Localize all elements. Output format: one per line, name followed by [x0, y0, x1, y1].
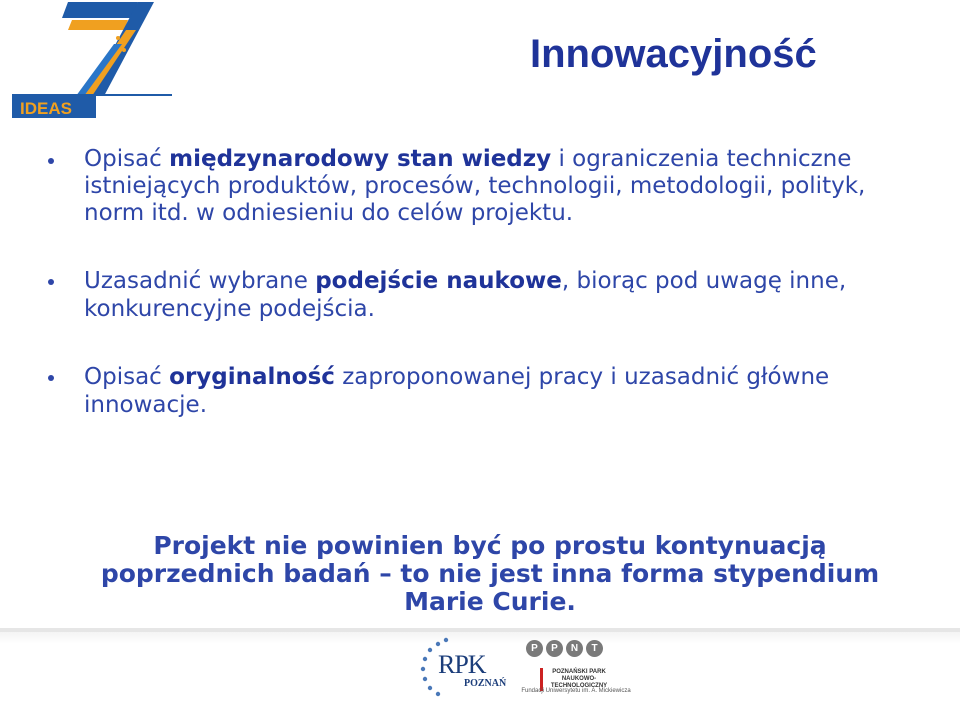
- fp7-ideas-logo: [8, 0, 172, 124]
- bullet-text-bold: oryginalność: [169, 364, 335, 390]
- bullet-text-bold: międzynarodowy stan wiedzy: [169, 146, 552, 172]
- bullet-dot-icon: [48, 375, 54, 381]
- rpk-logo-text: RPK: [438, 650, 486, 679]
- ppnt-letter: P: [546, 640, 563, 657]
- ppnt-logo-name: POZNAŃSKI PARK NAUKOWO-TECHNOLOGICZNY: [540, 668, 615, 691]
- bullet-text-pre: Uzasadnić wybrane: [84, 268, 316, 294]
- bullet-item-2: [48, 267, 928, 323]
- ppnt-letter: N: [566, 640, 583, 657]
- ppnt-letter: P: [526, 640, 543, 657]
- bullet-dot-icon: [48, 158, 54, 164]
- bullet-text-pre: Opisać: [84, 146, 170, 172]
- bullet-text-post: i ograniczenia techniczne istniejących produktów, procesów, technologii, metodologii, polityk, norm itd. w odniesieniu do celów projektu.: [84, 146, 866, 226]
- bullet-list: [48, 146, 928, 459]
- bullet-text-post: , biorąc pod uwagę inne, konkurencyjne podejścia.: [84, 268, 847, 322]
- closing-note: Projekt nie powinien być po prostu kontynuacją poprzednich badań – to nie jest inna forma stypendium Marie Curie.: [100, 531, 880, 616]
- ideas-label: IDEAS: [20, 99, 72, 118]
- bullet-item-3: [48, 363, 928, 419]
- bullet-text-post: zaproponowanej pracy i uzasadnić główne innowacje.: [84, 364, 830, 418]
- page-title: Innowacyjność: [530, 32, 817, 76]
- ppnt-letter: T: [586, 640, 603, 657]
- rpk-logo-subtext: POZNAŃ: [464, 678, 507, 689]
- bullet-dot-icon: [48, 279, 54, 285]
- ppnt-logo-fund: Fundacji Uniwersytetu im. A. Mickiewicza: [521, 688, 631, 694]
- ppnt-logo-letters: [526, 640, 603, 657]
- bullet-text-pre: Opisać: [84, 364, 170, 390]
- bullet-item-1: [48, 146, 928, 227]
- fp7-seven-logo-icon: [62, 2, 154, 96]
- bullet-text-bold: podejście naukowe: [315, 268, 562, 294]
